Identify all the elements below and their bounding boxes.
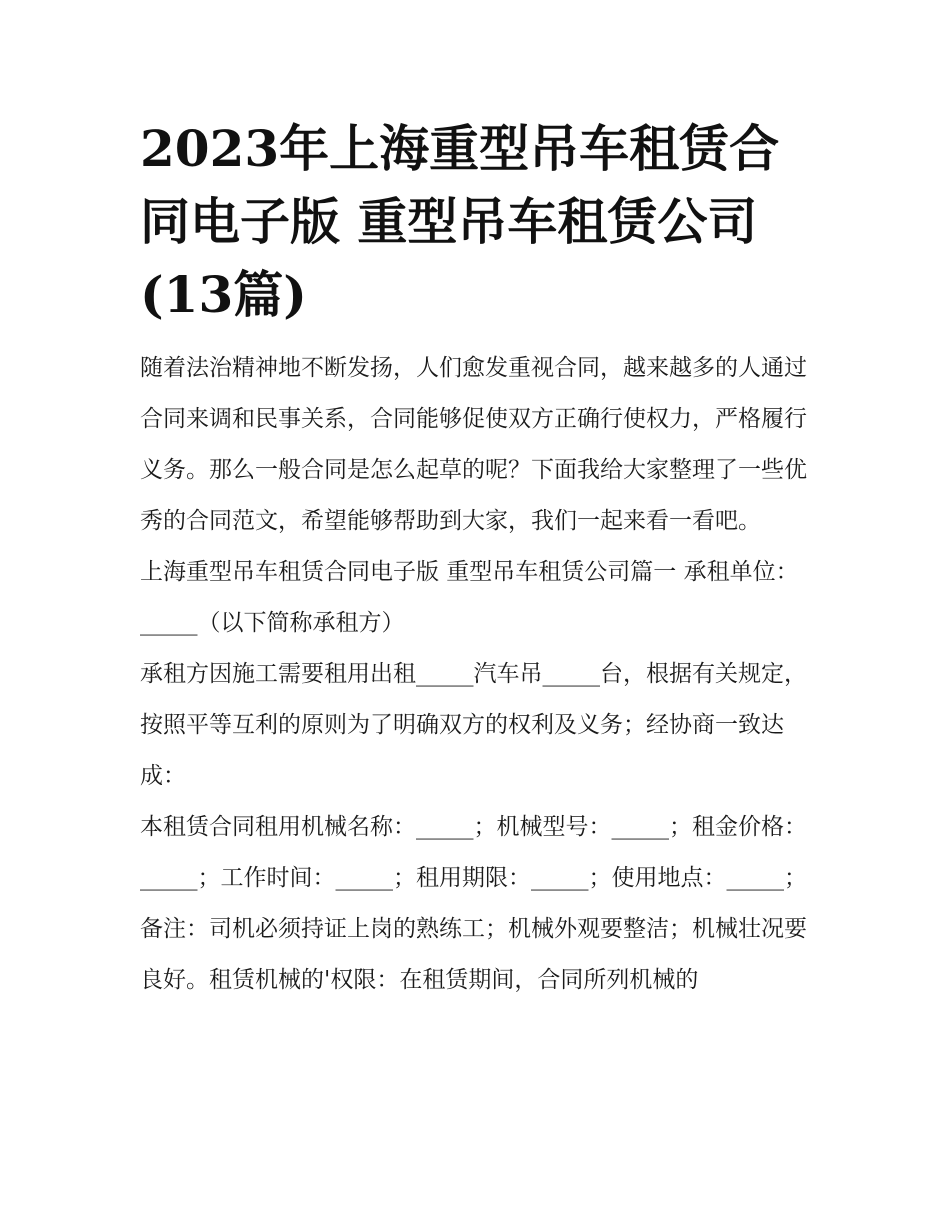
remarks-paragraph: 备注：司机必须持证上岗的熟练工；机械外观要整洁；机械壮况要良好。租赁机械的'权限：在租赁期间，合同所列机械的: [140, 916, 807, 993]
document-title: 2023年上海重型吊车租赁合同电子版 重型吊车租赁公司(13篇): [140, 119, 780, 324]
lease-terms-paragraph: 本租赁合同租用机械名称：_____；机械型号：_____；租金价格：_____；工作时间：_____；租用期限：_____；使用地点：_____；: [140, 814, 807, 891]
lease-purpose-paragraph: 承租方因施工需要租用出租_____汽车吊_____台，根据有关规定，按照平等互利的原则为了明确双方的权利及义务；经协商一致达成：: [140, 661, 807, 789]
intro-paragraph: 随着法治精神地不断发扬，人们愈发重视合同，越来越多的人通过合同来调和民事关系，合同能够促使双方正确行使权力，严格履行义务。那么一般合同是怎么起草的呢？下面我给大家整理了一些优秀的合同范文，希望能够帮助到大家，我们一起来看一看吧。: [140, 355, 807, 534]
document-body: [140, 112, 820, 1006]
section-heading-paragraph: 上海重型吊车租赁合同电子版 重型吊车租赁公司篇一 承租单位：_____（以下简称承租方）: [140, 559, 799, 636]
